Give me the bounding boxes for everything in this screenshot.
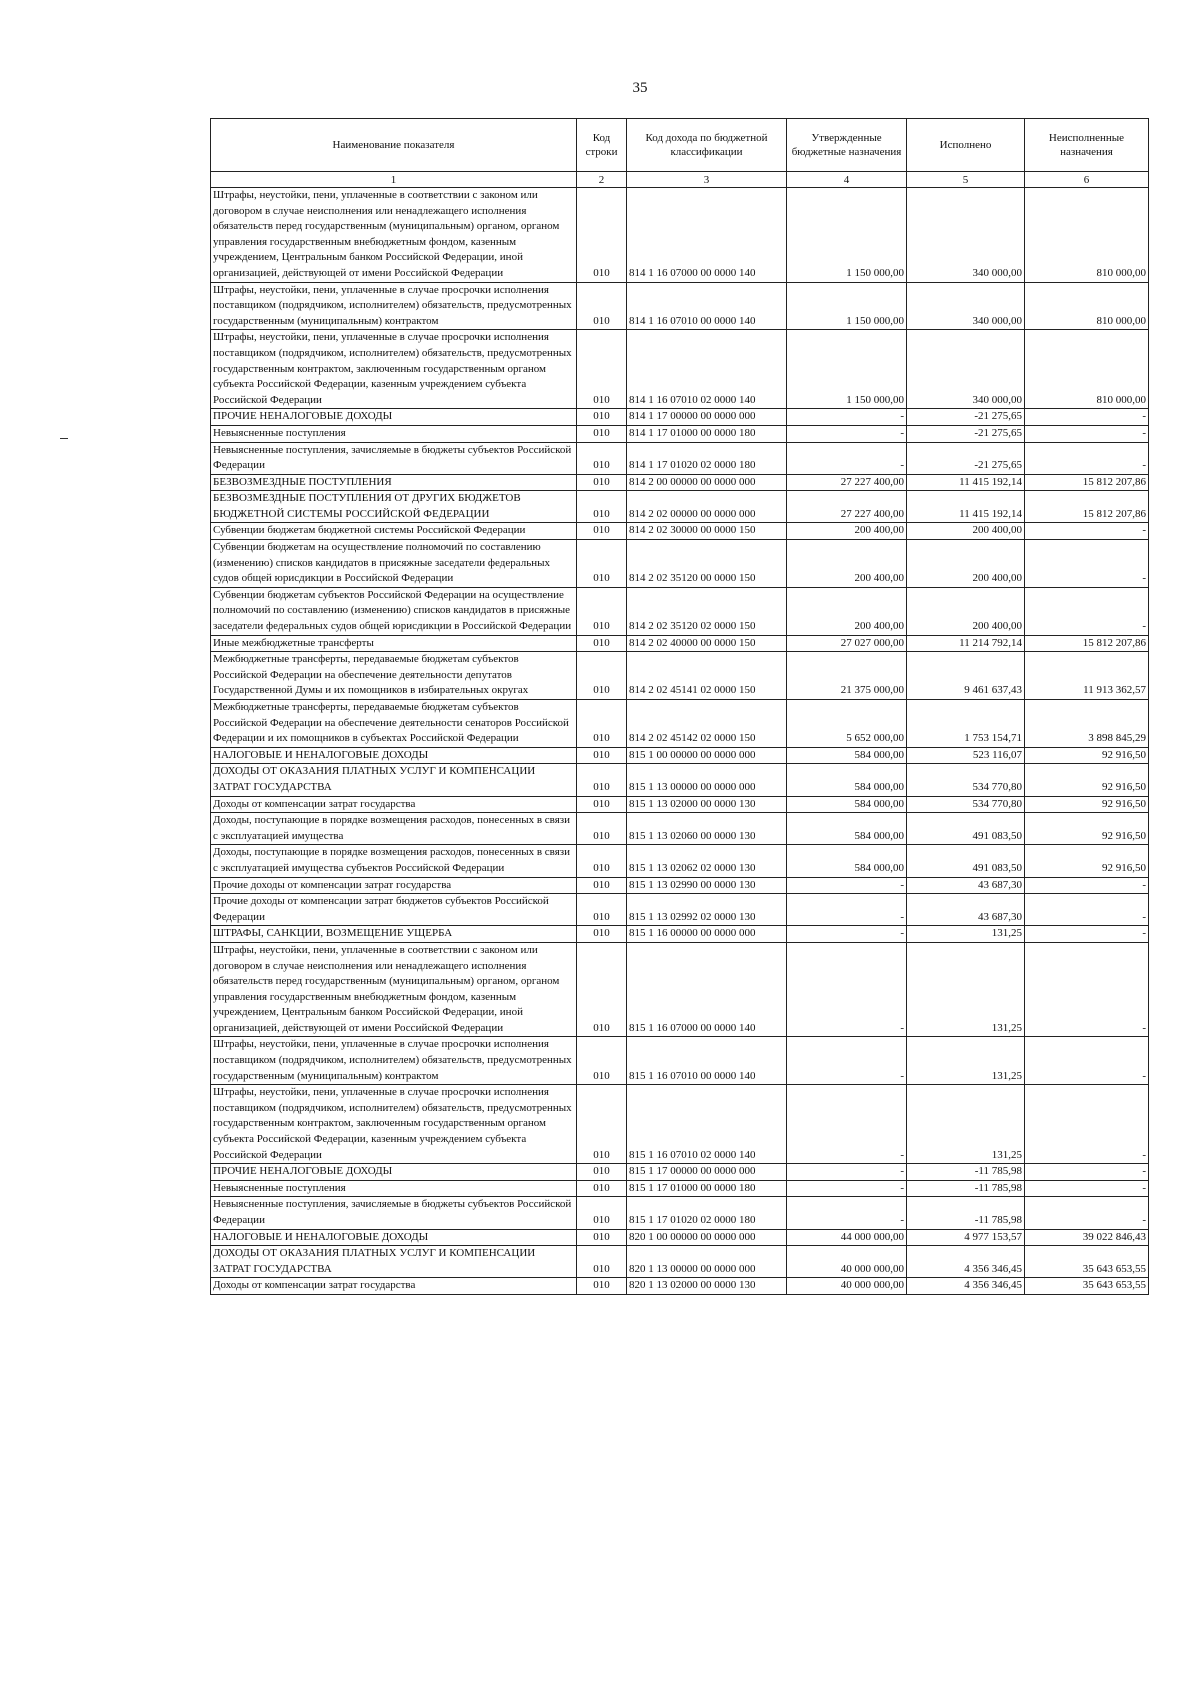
table-row (211, 409, 1149, 426)
income-code-cell: 815 1 16 00000 00 0000 000 (627, 926, 787, 943)
executed-cell: 43 687,30 (907, 877, 1025, 894)
indicator-name-cell: ПРОЧИЕ НЕНАЛОГОВЫЕ ДОХОДЫ (211, 409, 577, 426)
approved-cell: 27 227 400,00 (787, 474, 907, 491)
line-code-cell: 010 (577, 747, 627, 764)
unexecuted-cell: - (1025, 1037, 1149, 1085)
header-unexecuted: Неисполненные назначения (1025, 119, 1149, 172)
table-row (211, 188, 1149, 283)
indicator-name-cell: Субвенции бюджетам на осуществление полномочий по составлению (изменению) списков кандидатов в присяжные заседатели федеральных судов общей юрисдикции в Российской Федерации (211, 540, 577, 588)
header-number: 5 (907, 172, 1025, 188)
line-code-cell: 010 (577, 635, 627, 652)
indicator-name-cell: Штрафы, неустойки, пени, уплаченные в случае просрочки исполнения поставщиком (подрядчиком, исполнителем) обязательств, предусмотренных государственным (муниципальным) контрактом (211, 282, 577, 330)
margin-mark (60, 438, 68, 439)
executed-cell: 200 400,00 (907, 523, 1025, 540)
line-code-cell: 010 (577, 1180, 627, 1197)
unexecuted-cell: 15 812 207,86 (1025, 635, 1149, 652)
executed-cell: 131,25 (907, 1085, 1025, 1164)
approved-cell: 200 400,00 (787, 587, 907, 635)
unexecuted-cell: 39 022 846,43 (1025, 1229, 1149, 1246)
indicator-name-cell: ДОХОДЫ ОТ ОКАЗАНИЯ ПЛАТНЫХ УСЛУГ И КОМПЕНСАЦИИ ЗАТРАТ ГОСУДАРСТВА (211, 1246, 577, 1278)
line-code-cell: 010 (577, 330, 627, 409)
header-income-code: Код дохода по бюджетной классификации (627, 119, 787, 172)
income-code-cell: 814 2 02 35120 02 0000 150 (627, 587, 787, 635)
line-code-cell: 010 (577, 587, 627, 635)
line-code-cell: 010 (577, 813, 627, 845)
executed-cell: 200 400,00 (907, 587, 1025, 635)
income-code-cell: 814 2 02 35120 00 0000 150 (627, 540, 787, 588)
unexecuted-cell: - (1025, 409, 1149, 426)
line-code-cell: 010 (577, 1246, 627, 1278)
income-code-cell: 815 1 16 07000 00 0000 140 (627, 942, 787, 1037)
unexecuted-cell: 810 000,00 (1025, 282, 1149, 330)
line-code-cell: 010 (577, 1197, 627, 1229)
table-row (211, 813, 1149, 845)
unexecuted-cell: - (1025, 1085, 1149, 1164)
indicator-name-cell: Субвенции бюджетам бюджетной системы Российской Федерации (211, 523, 577, 540)
approved-cell: 1 150 000,00 (787, 282, 907, 330)
header-approved: Утвержденные бюджетные назначения (787, 119, 907, 172)
income-code-cell: 814 1 16 07010 00 0000 140 (627, 282, 787, 330)
income-code-cell: 815 1 17 01020 02 0000 180 (627, 1197, 787, 1229)
header-number: 6 (1025, 172, 1149, 188)
indicator-name-cell: Штрафы, неустойки, пени, уплаченные в соответствии с законом или договором в случае неисполнения или ненадлежащего исполнения обязательств перед государственным (муниципальным) органом, органом управления государственным внебюджетным фондом, казенным учреждением, Центральным банком Российской Федерации, иной организацией, действующей от имени Российской Федерации (211, 942, 577, 1037)
approved-cell: 40 000 000,00 (787, 1278, 907, 1295)
approved-cell: 40 000 000,00 (787, 1246, 907, 1278)
indicator-name-cell: ДОХОДЫ ОТ ОКАЗАНИЯ ПЛАТНЫХ УСЛУГ И КОМПЕНСАЦИИ ЗАТРАТ ГОСУДАРСТВА (211, 764, 577, 796)
unexecuted-cell: 92 916,50 (1025, 747, 1149, 764)
table-row (211, 442, 1149, 474)
table-row (211, 587, 1149, 635)
indicator-name-cell: НАЛОГОВЫЕ И НЕНАЛОГОВЫЕ ДОХОДЫ (211, 1229, 577, 1246)
approved-cell: 44 000 000,00 (787, 1229, 907, 1246)
budget-report-table (210, 118, 1149, 1295)
header-number: 1 (211, 172, 577, 188)
executed-cell: -21 275,65 (907, 442, 1025, 474)
table-row (211, 491, 1149, 523)
income-code-cell: 815 1 13 02060 00 0000 130 (627, 813, 787, 845)
header-number: 3 (627, 172, 787, 188)
indicator-name-cell: Иные межбюджетные трансферты (211, 635, 577, 652)
income-code-cell: 814 2 02 00000 00 0000 000 (627, 491, 787, 523)
line-code-cell: 010 (577, 282, 627, 330)
indicator-name-cell: Доходы, поступающие в порядке возмещения расходов, понесенных в связи с эксплуатацией имущества субъектов Российской Федерации (211, 845, 577, 877)
line-code-cell: 010 (577, 1229, 627, 1246)
line-code-cell: 010 (577, 491, 627, 523)
executed-cell: 131,25 (907, 926, 1025, 943)
indicator-name-cell: Доходы, поступающие в порядке возмещения расходов, понесенных в связи с эксплуатацией имущества (211, 813, 577, 845)
unexecuted-cell: - (1025, 587, 1149, 635)
unexecuted-cell: - (1025, 894, 1149, 926)
table-row (211, 942, 1149, 1037)
unexecuted-cell: - (1025, 942, 1149, 1037)
table-row (211, 926, 1149, 943)
unexecuted-cell: 15 812 207,86 (1025, 491, 1149, 523)
indicator-name-cell: Невыясненные поступления, зачисляемые в бюджеты субъектов Российской Федерации (211, 1197, 577, 1229)
indicator-name-cell: БЕЗВОЗМЕЗДНЫЕ ПОСТУПЛЕНИЯ (211, 474, 577, 491)
executed-cell: 523 116,07 (907, 747, 1025, 764)
unexecuted-cell: - (1025, 1197, 1149, 1229)
table-row (211, 1197, 1149, 1229)
income-code-cell: 815 1 16 07010 02 0000 140 (627, 1085, 787, 1164)
table-row (211, 700, 1149, 748)
table-row (211, 652, 1149, 700)
table-row (211, 282, 1149, 330)
unexecuted-cell: 3 898 845,29 (1025, 700, 1149, 748)
line-code-cell: 010 (577, 764, 627, 796)
indicator-name-cell: ШТРАФЫ, САНКЦИИ, ВОЗМЕЩЕНИЕ УЩЕРБА (211, 926, 577, 943)
income-code-cell: 814 2 02 45141 02 0000 150 (627, 652, 787, 700)
executed-cell: 9 461 637,43 (907, 652, 1025, 700)
line-code-cell: 010 (577, 894, 627, 926)
executed-cell: 340 000,00 (907, 330, 1025, 409)
income-code-cell: 820 1 13 02000 00 0000 130 (627, 1278, 787, 1295)
executed-cell: 4 977 153,57 (907, 1229, 1025, 1246)
indicator-name-cell: Невыясненные поступления (211, 425, 577, 442)
line-code-cell: 010 (577, 540, 627, 588)
approved-cell: - (787, 442, 907, 474)
unexecuted-cell: - (1025, 540, 1149, 588)
unexecuted-cell: - (1025, 442, 1149, 474)
unexecuted-cell: - (1025, 926, 1149, 943)
table-row (211, 845, 1149, 877)
executed-cell: 534 770,80 (907, 764, 1025, 796)
header-row (211, 119, 1149, 172)
line-code-cell: 010 (577, 409, 627, 426)
line-code-cell: 010 (577, 425, 627, 442)
income-code-cell: 814 2 00 00000 00 0000 000 (627, 474, 787, 491)
table-row (211, 1180, 1149, 1197)
unexecuted-cell: 92 916,50 (1025, 764, 1149, 796)
executed-cell: -21 275,65 (907, 425, 1025, 442)
approved-cell: - (787, 1197, 907, 1229)
line-code-cell: 010 (577, 474, 627, 491)
income-code-cell: 815 1 13 02990 00 0000 130 (627, 877, 787, 894)
unexecuted-cell: - (1025, 425, 1149, 442)
table-row (211, 764, 1149, 796)
approved-cell: - (787, 926, 907, 943)
indicator-name-cell: ПРОЧИЕ НЕНАЛОГОВЫЕ ДОХОДЫ (211, 1164, 577, 1181)
income-code-cell: 814 1 17 01000 00 0000 180 (627, 425, 787, 442)
unexecuted-cell: - (1025, 523, 1149, 540)
header-line-code: Код строки (577, 119, 627, 172)
executed-cell: 131,25 (907, 942, 1025, 1037)
executed-cell: -11 785,98 (907, 1180, 1025, 1197)
income-code-cell: 815 1 17 01000 00 0000 180 (627, 1180, 787, 1197)
income-code-cell: 814 1 17 00000 00 0000 000 (627, 409, 787, 426)
approved-cell: - (787, 894, 907, 926)
approved-cell: 584 000,00 (787, 813, 907, 845)
page-number: 35 (632, 80, 648, 96)
table-row (211, 796, 1149, 813)
approved-cell: 5 652 000,00 (787, 700, 907, 748)
unexecuted-cell: - (1025, 877, 1149, 894)
approved-cell: - (787, 942, 907, 1037)
approved-cell: - (787, 877, 907, 894)
unexecuted-cell: 35 643 653,55 (1025, 1278, 1149, 1295)
line-code-cell: 010 (577, 926, 627, 943)
approved-cell: 21 375 000,00 (787, 652, 907, 700)
executed-cell: 534 770,80 (907, 796, 1025, 813)
executed-cell: 11 214 792,14 (907, 635, 1025, 652)
table-row (211, 540, 1149, 588)
income-code-cell: 820 1 00 00000 00 0000 000 (627, 1229, 787, 1246)
line-code-cell: 010 (577, 1164, 627, 1181)
approved-cell: 584 000,00 (787, 747, 907, 764)
income-code-cell: 814 2 02 30000 00 0000 150 (627, 523, 787, 540)
table-row (211, 635, 1149, 652)
indicator-name-cell: Штрафы, неустойки, пени, уплаченные в случае просрочки исполнения поставщиком (подрядчиком, исполнителем) обязательств, предусмотренных государственным (муниципальным) контрактом (211, 1037, 577, 1085)
unexecuted-cell: 35 643 653,55 (1025, 1246, 1149, 1278)
indicator-name-cell: БЕЗВОЗМЕЗДНЫЕ ПОСТУПЛЕНИЯ ОТ ДРУГИХ БЮДЖЕТОВ БЮДЖЕТНОЙ СИСТЕМЫ РОССИЙСКОЙ ФЕДЕРАЦИИ (211, 491, 577, 523)
line-code-cell: 010 (577, 796, 627, 813)
unexecuted-cell: 15 812 207,86 (1025, 474, 1149, 491)
executed-cell: 200 400,00 (907, 540, 1025, 588)
income-code-cell: 815 1 16 07010 00 0000 140 (627, 1037, 787, 1085)
executed-cell: 340 000,00 (907, 282, 1025, 330)
table-row (211, 1037, 1149, 1085)
income-code-cell: 815 1 00 00000 00 0000 000 (627, 747, 787, 764)
table-row (211, 425, 1149, 442)
table-body (211, 188, 1149, 1295)
line-code-cell: 010 (577, 652, 627, 700)
line-code-cell: 010 (577, 942, 627, 1037)
table-row (211, 523, 1149, 540)
income-code-cell: 814 2 02 40000 00 0000 150 (627, 635, 787, 652)
income-code-cell: 815 1 13 02062 02 0000 130 (627, 845, 787, 877)
line-code-cell: 010 (577, 188, 627, 283)
unexecuted-cell: - (1025, 1164, 1149, 1181)
table-row (211, 330, 1149, 409)
executed-cell: 340 000,00 (907, 188, 1025, 283)
income-code-cell: 815 1 13 02000 00 0000 130 (627, 796, 787, 813)
income-code-cell: 815 1 17 00000 00 0000 000 (627, 1164, 787, 1181)
header-numbers-row (211, 172, 1149, 188)
approved-cell: - (787, 425, 907, 442)
executed-cell: 11 415 192,14 (907, 491, 1025, 523)
executed-cell: 131,25 (907, 1037, 1025, 1085)
indicator-name-cell: Доходы от компенсации затрат государства (211, 796, 577, 813)
income-code-cell: 814 1 17 01020 02 0000 180 (627, 442, 787, 474)
line-code-cell: 010 (577, 1085, 627, 1164)
indicator-name-cell: Штрафы, неустойки, пени, уплаченные в случае просрочки исполнения поставщиком (подрядчиком, исполнителем) обязательств, предусмотренных государственным контрактом, заключенным государственным органом субъекта Российской Федерации, казенным учреждением субъекта Российской Федерации (211, 1085, 577, 1164)
approved-cell: - (787, 1085, 907, 1164)
indicator-name-cell: Невыясненные поступления, зачисляемые в бюджеты субъектов Российской Федерации (211, 442, 577, 474)
executed-cell: -21 275,65 (907, 409, 1025, 426)
approved-cell: 584 000,00 (787, 845, 907, 877)
unexecuted-cell: - (1025, 1180, 1149, 1197)
income-code-cell: 815 1 13 02992 02 0000 130 (627, 894, 787, 926)
income-code-cell: 814 2 02 45142 02 0000 150 (627, 700, 787, 748)
table-row (211, 747, 1149, 764)
approved-cell: 1 150 000,00 (787, 188, 907, 283)
line-code-cell: 010 (577, 845, 627, 877)
indicator-name-cell: Прочие доходы от компенсации затрат государства (211, 877, 577, 894)
executed-cell: -11 785,98 (907, 1197, 1025, 1229)
table-row (211, 1085, 1149, 1164)
table-row (211, 894, 1149, 926)
indicator-name-cell: Штрафы, неустойки, пени, уплаченные в соответствии с законом или договором в случае неисполнения или ненадлежащего исполнения обязательств перед государственным (муниципальным) органом, органом управления государственным внебюджетным фондом, казенным учреждением, Центральным банком Российской Федерации, иной организацией, действующей от имени Российской Федерации (211, 188, 577, 283)
approved-cell: 27 227 400,00 (787, 491, 907, 523)
line-code-cell: 010 (577, 1037, 627, 1085)
income-code-cell: 814 1 16 07000 00 0000 140 (627, 188, 787, 283)
executed-cell: 1 753 154,71 (907, 700, 1025, 748)
executed-cell: -11 785,98 (907, 1164, 1025, 1181)
executed-cell: 491 083,50 (907, 845, 1025, 877)
indicator-name-cell: Межбюджетные трансферты, передаваемые бюджетам субъектов Российской Федерации на обеспечение деятельности депутатов Государственной Думы и их помощников в избирательных округах (211, 652, 577, 700)
unexecuted-cell: 92 916,50 (1025, 813, 1149, 845)
executed-cell: 43 687,30 (907, 894, 1025, 926)
unexecuted-cell: 92 916,50 (1025, 796, 1149, 813)
table-row (211, 474, 1149, 491)
indicator-name-cell: Доходы от компенсации затрат государства (211, 1278, 577, 1295)
approved-cell: - (787, 1180, 907, 1197)
executed-cell: 491 083,50 (907, 813, 1025, 845)
indicator-name-cell: Субвенции бюджетам субъектов Российской Федерации на осуществление полномочий по составлению (изменению) списков кандидатов в присяжные заседатели федеральных судов общей юрисдикции в Российской Федерации (211, 587, 577, 635)
indicator-name-cell: Штрафы, неустойки, пени, уплаченные в случае просрочки исполнения поставщиком (подрядчиком, исполнителем) обязательств, предусмотренных государственным контрактом, заключенным государственным органом субъекта Российской Федерации, казенным учреждением субъекта Российской Федерации (211, 330, 577, 409)
approved-cell: 27 027 000,00 (787, 635, 907, 652)
indicator-name-cell: НАЛОГОВЫЕ И НЕНАЛОГОВЫЕ ДОХОДЫ (211, 747, 577, 764)
executed-cell: 4 356 346,45 (907, 1246, 1025, 1278)
line-code-cell: 010 (577, 877, 627, 894)
header-executed: Исполнено (907, 119, 1025, 172)
approved-cell: - (787, 1037, 907, 1085)
approved-cell: 200 400,00 (787, 523, 907, 540)
approved-cell: 200 400,00 (787, 540, 907, 588)
income-code-cell: 820 1 13 00000 00 0000 000 (627, 1246, 787, 1278)
unexecuted-cell: 11 913 362,57 (1025, 652, 1149, 700)
table-row (211, 877, 1149, 894)
income-code-cell: 815 1 13 00000 00 0000 000 (627, 764, 787, 796)
line-code-cell: 010 (577, 523, 627, 540)
line-code-cell: 010 (577, 442, 627, 474)
approved-cell: - (787, 1164, 907, 1181)
indicator-name-cell: Прочие доходы от компенсации затрат бюджетов субъектов Российской Федерации (211, 894, 577, 926)
table-row (211, 1246, 1149, 1278)
indicator-name-cell: Невыясненные поступления (211, 1180, 577, 1197)
unexecuted-cell: 810 000,00 (1025, 188, 1149, 283)
line-code-cell: 010 (577, 700, 627, 748)
indicator-name-cell: Межбюджетные трансферты, передаваемые бюджетам субъектов Российской Федерации на обеспечение деятельности сенаторов Российской Федерации и их помощников в субъектах Российской Федерации (211, 700, 577, 748)
header-number: 2 (577, 172, 627, 188)
header-indicator-name: Наименование показателя (211, 119, 577, 172)
approved-cell: 584 000,00 (787, 764, 907, 796)
income-code-cell: 814 1 16 07010 02 0000 140 (627, 330, 787, 409)
line-code-cell: 010 (577, 1278, 627, 1295)
approved-cell: - (787, 409, 907, 426)
unexecuted-cell: 810 000,00 (1025, 330, 1149, 409)
table-row (211, 1229, 1149, 1246)
approved-cell: 1 150 000,00 (787, 330, 907, 409)
approved-cell: 584 000,00 (787, 796, 907, 813)
executed-cell: 4 356 346,45 (907, 1278, 1025, 1295)
header-number: 4 (787, 172, 907, 188)
unexecuted-cell: 92 916,50 (1025, 845, 1149, 877)
executed-cell: 11 415 192,14 (907, 474, 1025, 491)
table-row (211, 1278, 1149, 1295)
table-row (211, 1164, 1149, 1181)
